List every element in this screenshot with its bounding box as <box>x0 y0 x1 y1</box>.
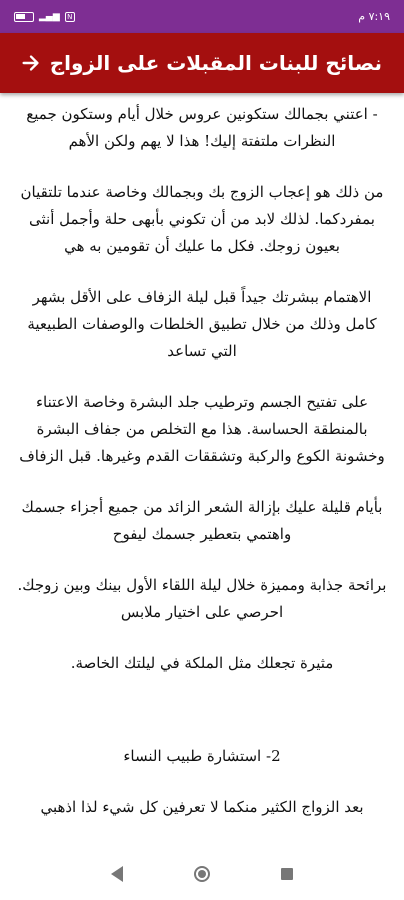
arrow-right-icon <box>20 52 42 74</box>
nfc-icon: N <box>65 12 75 22</box>
article-paragraph: برائحة جذابة ومميزة خلال ليلة اللقاء الأول بينك وبين زوجك. احرصي على اختيار ملابس <box>17 576 387 621</box>
nav-back-icon[interactable] <box>111 866 123 882</box>
article-paragraph: مثيرة تجعلك مثل الملكة في ليلتك الخاصة. <box>70 654 334 672</box>
article-paragraph: بعد الزواج الكثير منكما لا تعرفين كل شيء لذا اذهبي <box>40 798 364 816</box>
nav-recents-icon[interactable] <box>281 868 293 880</box>
section-heading: 2- استشارة طبيب النساء <box>123 747 281 765</box>
article-paragraph: الاهتمام ببشرتك جيداً قبل ليلة الزفاف على الأقل بشهر كامل وذلك من خلال تطبيق الخلطات والوصفات الطبيعية التي تساعد <box>27 288 377 360</box>
article-paragraph: على تفتيح الجسم وترطيب جلد البشرة وخاصة الاعتناء بالمنطقة الحساسة. هذا مع التخلص من جفاف البشرة وخشونة الكوع والركبة وتشققات القدم وغيرها. قبل الزفاف <box>19 393 385 465</box>
article-paragraph: - اعتني بجمالك ستكونين عروس خلال أيام وستكون جميع النظرات ملتفتة إليك! هذا لا يهم ولكن الأهم <box>26 105 378 150</box>
nav-home-icon[interactable] <box>194 866 210 882</box>
battery-icon <box>14 12 34 22</box>
article-body[interactable] <box>0 93 404 848</box>
status-icons <box>14 12 75 22</box>
app-bar <box>0 33 404 93</box>
status-time: ٧:١٩ م <box>358 10 390 23</box>
article-paragraph: من ذلك هو إعجاب الزوج بك وبجمالك وخاصة عندما تلتقيان بمفردكما. لذلك لابد من أن تكوني بأبهى حلة وأجمل أنثى بعيون زوجك. فكل ما عليك أن تقومين به هي <box>20 183 384 255</box>
paragraph-spacer <box>16 701 388 743</box>
back-button[interactable] <box>20 52 42 74</box>
article-paragraph: بأيام قليلة عليك بإزالة الشعر الزائد من جميع أجزاء جسمك واهتمي بتعطير جسمك ليفوح <box>21 498 383 543</box>
status-bar <box>0 0 404 33</box>
page-title: نصائح للبنات المقبلات على الزواج <box>49 51 382 75</box>
system-nav-bar <box>0 848 404 900</box>
signal-icon: ▂▄▆ <box>39 11 60 22</box>
